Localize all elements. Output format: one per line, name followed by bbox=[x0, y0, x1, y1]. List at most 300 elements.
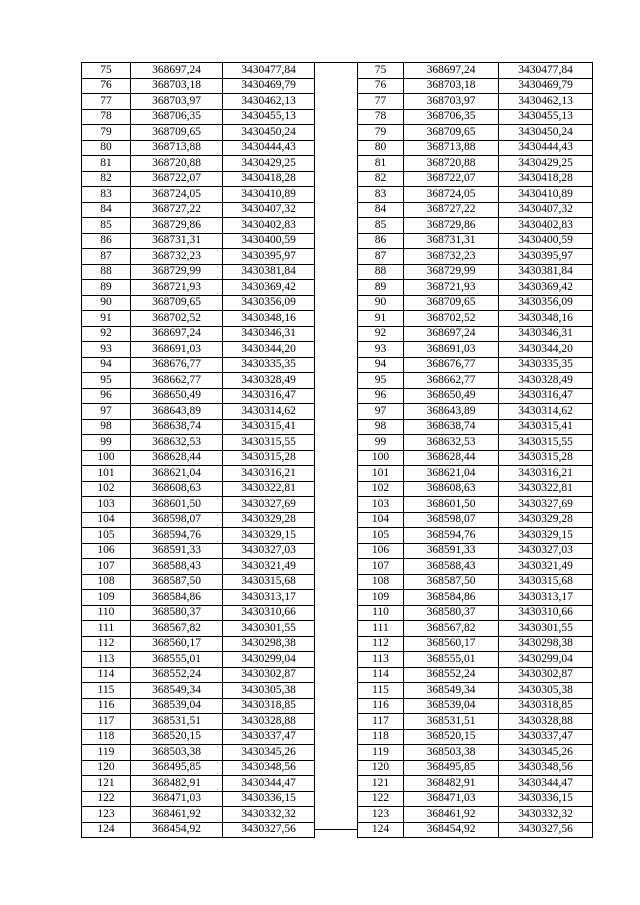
x-coordinate-cell: 368539,04 bbox=[131, 698, 223, 714]
y-coordinate-cell: 3430418,28 bbox=[223, 171, 315, 187]
table-row bbox=[82, 466, 315, 482]
table-row bbox=[82, 388, 315, 404]
point-number-cell: 109 bbox=[82, 590, 131, 606]
x-coordinate-cell: 368601,50 bbox=[404, 497, 499, 513]
point-number-cell: 110 bbox=[358, 605, 404, 621]
table-row bbox=[358, 280, 593, 296]
point-number-cell: 81 bbox=[82, 156, 131, 172]
y-coordinate-cell: 3430356,09 bbox=[499, 295, 593, 311]
x-coordinate-cell: 368650,49 bbox=[131, 388, 223, 404]
point-number-cell: 86 bbox=[358, 233, 404, 249]
table-row bbox=[358, 605, 593, 621]
y-coordinate-cell: 3430327,56 bbox=[223, 822, 315, 838]
y-coordinate-cell: 3430329,15 bbox=[499, 528, 593, 544]
y-coordinate-cell: 3430336,15 bbox=[223, 791, 315, 807]
x-coordinate-cell: 368567,82 bbox=[131, 621, 223, 637]
x-coordinate-cell: 368722,07 bbox=[404, 171, 499, 187]
point-number-cell: 121 bbox=[82, 776, 131, 792]
x-coordinate-cell: 368632,53 bbox=[404, 435, 499, 451]
table-row bbox=[358, 295, 593, 311]
point-number-cell: 83 bbox=[82, 187, 131, 203]
point-number-cell: 120 bbox=[82, 760, 131, 776]
point-number-cell: 121 bbox=[358, 776, 404, 792]
y-coordinate-cell: 3430301,55 bbox=[499, 621, 593, 637]
y-coordinate-cell: 3430314,62 bbox=[223, 404, 315, 420]
y-coordinate-cell: 3430299,04 bbox=[223, 652, 315, 668]
y-coordinate-cell: 3430429,25 bbox=[499, 156, 593, 172]
point-number-cell: 77 bbox=[358, 94, 404, 110]
point-number-cell: 101 bbox=[358, 466, 404, 482]
table-row bbox=[82, 605, 315, 621]
x-coordinate-cell: 368703,97 bbox=[131, 94, 223, 110]
y-coordinate-cell: 3430316,21 bbox=[499, 466, 593, 482]
y-coordinate-cell: 3430313,17 bbox=[499, 590, 593, 606]
y-coordinate-cell: 3430332,32 bbox=[223, 807, 315, 823]
x-coordinate-cell: 368580,37 bbox=[404, 605, 499, 621]
x-coordinate-cell: 368628,44 bbox=[131, 450, 223, 466]
point-number-cell: 76 bbox=[82, 78, 131, 94]
x-coordinate-cell: 368729,86 bbox=[404, 218, 499, 234]
point-number-cell: 124 bbox=[358, 822, 404, 838]
point-number-cell: 90 bbox=[358, 295, 404, 311]
table-row bbox=[82, 698, 315, 714]
x-coordinate-cell: 368587,50 bbox=[131, 574, 223, 590]
y-coordinate-cell: 3430329,15 bbox=[223, 528, 315, 544]
point-number-cell: 78 bbox=[358, 109, 404, 125]
y-coordinate-cell: 3430336,15 bbox=[499, 791, 593, 807]
table-row bbox=[82, 729, 315, 745]
x-coordinate-cell: 368697,24 bbox=[131, 63, 223, 79]
y-coordinate-cell: 3430348,16 bbox=[499, 311, 593, 327]
x-coordinate-cell: 368702,52 bbox=[131, 311, 223, 327]
y-coordinate-cell: 3430327,03 bbox=[223, 543, 315, 559]
x-coordinate-cell: 368727,22 bbox=[404, 202, 499, 218]
x-coordinate-cell: 368591,33 bbox=[404, 543, 499, 559]
x-coordinate-cell: 368697,24 bbox=[131, 326, 223, 342]
x-coordinate-cell: 368520,15 bbox=[131, 729, 223, 745]
point-number-cell: 84 bbox=[82, 202, 131, 218]
point-number-cell: 80 bbox=[358, 140, 404, 156]
y-coordinate-cell: 3430315,28 bbox=[499, 450, 593, 466]
x-coordinate-cell: 368560,17 bbox=[131, 636, 223, 652]
y-coordinate-cell: 3430315,55 bbox=[223, 435, 315, 451]
y-coordinate-cell: 3430321,49 bbox=[223, 559, 315, 575]
point-number-cell: 105 bbox=[358, 528, 404, 544]
table-row bbox=[358, 218, 593, 234]
table-row bbox=[358, 667, 593, 683]
y-coordinate-cell: 3430318,85 bbox=[223, 698, 315, 714]
table-row bbox=[358, 621, 593, 637]
point-number-cell: 115 bbox=[82, 683, 131, 699]
y-coordinate-cell: 3430315,28 bbox=[223, 450, 315, 466]
x-coordinate-cell: 368482,91 bbox=[404, 776, 499, 792]
point-number-cell: 81 bbox=[358, 156, 404, 172]
y-coordinate-cell: 3430450,24 bbox=[223, 125, 315, 141]
table-row bbox=[82, 807, 315, 823]
table-row bbox=[358, 807, 593, 823]
y-coordinate-cell: 3430310,66 bbox=[499, 605, 593, 621]
table-row bbox=[358, 264, 593, 280]
x-coordinate-cell: 368584,86 bbox=[404, 590, 499, 606]
table-row bbox=[82, 559, 315, 575]
point-number-cell: 113 bbox=[358, 652, 404, 668]
x-coordinate-cell: 368503,38 bbox=[404, 745, 499, 761]
x-coordinate-cell: 368703,18 bbox=[131, 78, 223, 94]
point-number-cell: 109 bbox=[358, 590, 404, 606]
point-number-cell: 97 bbox=[358, 404, 404, 420]
x-coordinate-cell: 368697,24 bbox=[404, 63, 499, 79]
point-number-cell: 95 bbox=[82, 373, 131, 389]
x-coordinate-cell: 368549,34 bbox=[131, 683, 223, 699]
table-row bbox=[358, 466, 593, 482]
table-row bbox=[82, 280, 315, 296]
table-row bbox=[358, 63, 593, 79]
point-number-cell: 118 bbox=[358, 729, 404, 745]
y-coordinate-cell: 3430328,49 bbox=[223, 373, 315, 389]
point-number-cell: 78 bbox=[82, 109, 131, 125]
x-coordinate-cell: 368632,53 bbox=[131, 435, 223, 451]
table-row bbox=[82, 667, 315, 683]
point-number-cell: 104 bbox=[358, 512, 404, 528]
table-row bbox=[82, 63, 315, 79]
table-row bbox=[82, 342, 315, 358]
x-coordinate-cell: 368662,77 bbox=[404, 373, 499, 389]
point-number-cell: 84 bbox=[358, 202, 404, 218]
y-coordinate-cell: 3430410,89 bbox=[499, 187, 593, 203]
point-number-cell: 103 bbox=[358, 497, 404, 513]
table-row bbox=[358, 435, 593, 451]
table-row bbox=[358, 404, 593, 420]
x-coordinate-cell: 368621,04 bbox=[404, 466, 499, 482]
table-row bbox=[358, 683, 593, 699]
y-coordinate-cell: 3430314,62 bbox=[499, 404, 593, 420]
table-row bbox=[82, 590, 315, 606]
point-number-cell: 106 bbox=[358, 543, 404, 559]
y-coordinate-cell: 3430348,56 bbox=[499, 760, 593, 776]
table-row bbox=[358, 652, 593, 668]
table-row bbox=[358, 311, 593, 327]
point-number-cell: 111 bbox=[358, 621, 404, 637]
table-row bbox=[358, 326, 593, 342]
point-number-cell: 89 bbox=[82, 280, 131, 296]
y-coordinate-cell: 3430410,89 bbox=[223, 187, 315, 203]
y-coordinate-cell: 3430462,13 bbox=[223, 94, 315, 110]
x-coordinate-cell: 368732,23 bbox=[131, 249, 223, 265]
point-number-cell: 103 bbox=[82, 497, 131, 513]
y-coordinate-cell: 3430299,04 bbox=[499, 652, 593, 668]
y-coordinate-cell: 3430332,32 bbox=[499, 807, 593, 823]
point-number-cell: 123 bbox=[82, 807, 131, 823]
table-row bbox=[82, 187, 315, 203]
y-coordinate-cell: 3430418,28 bbox=[499, 171, 593, 187]
x-coordinate-cell: 368713,88 bbox=[131, 140, 223, 156]
x-coordinate-cell: 368720,88 bbox=[404, 156, 499, 172]
x-coordinate-cell: 368608,63 bbox=[131, 481, 223, 497]
y-coordinate-cell: 3430356,09 bbox=[223, 295, 315, 311]
table-row bbox=[358, 202, 593, 218]
x-coordinate-cell: 368503,38 bbox=[131, 745, 223, 761]
table-row bbox=[358, 233, 593, 249]
y-coordinate-cell: 3430381,84 bbox=[499, 264, 593, 280]
point-number-cell: 80 bbox=[82, 140, 131, 156]
table-row bbox=[358, 574, 593, 590]
x-coordinate-cell: 368591,33 bbox=[131, 543, 223, 559]
point-number-cell: 112 bbox=[82, 636, 131, 652]
table-row bbox=[82, 481, 315, 497]
table-row bbox=[82, 621, 315, 637]
y-coordinate-cell: 3430315,41 bbox=[499, 419, 593, 435]
y-coordinate-cell: 3430407,32 bbox=[223, 202, 315, 218]
table-row bbox=[358, 419, 593, 435]
y-coordinate-cell: 3430444,43 bbox=[223, 140, 315, 156]
point-number-cell: 114 bbox=[82, 667, 131, 683]
point-number-cell: 88 bbox=[358, 264, 404, 280]
x-coordinate-cell: 368729,99 bbox=[404, 264, 499, 280]
y-coordinate-cell: 3430369,42 bbox=[223, 280, 315, 296]
point-number-cell: 95 bbox=[358, 373, 404, 389]
y-coordinate-cell: 3430329,28 bbox=[223, 512, 315, 528]
y-coordinate-cell: 3430322,81 bbox=[223, 481, 315, 497]
table-row bbox=[82, 264, 315, 280]
x-coordinate-cell: 368643,89 bbox=[131, 404, 223, 420]
y-coordinate-cell: 3430429,25 bbox=[223, 156, 315, 172]
table-row bbox=[82, 140, 315, 156]
point-number-cell: 92 bbox=[82, 326, 131, 342]
table-row bbox=[82, 745, 315, 761]
table-row bbox=[358, 559, 593, 575]
y-coordinate-cell: 3430327,56 bbox=[499, 822, 593, 838]
table-row bbox=[358, 357, 593, 373]
y-coordinate-cell: 3430369,42 bbox=[499, 280, 593, 296]
table-row bbox=[82, 791, 315, 807]
table-row bbox=[82, 543, 315, 559]
x-coordinate-cell: 368471,03 bbox=[131, 791, 223, 807]
right-coordinate-table bbox=[357, 62, 593, 838]
x-coordinate-cell: 368594,76 bbox=[131, 528, 223, 544]
point-number-cell: 119 bbox=[358, 745, 404, 761]
x-coordinate-cell: 368495,85 bbox=[404, 760, 499, 776]
point-number-cell: 117 bbox=[82, 714, 131, 730]
point-number-cell: 119 bbox=[82, 745, 131, 761]
point-number-cell: 114 bbox=[358, 667, 404, 683]
point-number-cell: 82 bbox=[358, 171, 404, 187]
table-row bbox=[82, 125, 315, 141]
x-coordinate-cell: 368709,65 bbox=[404, 295, 499, 311]
y-coordinate-cell: 3430327,69 bbox=[499, 497, 593, 513]
y-coordinate-cell: 3430298,38 bbox=[499, 636, 593, 652]
point-number-cell: 79 bbox=[358, 125, 404, 141]
point-number-cell: 91 bbox=[358, 311, 404, 327]
x-coordinate-cell: 368598,07 bbox=[131, 512, 223, 528]
table-row bbox=[82, 574, 315, 590]
x-coordinate-cell: 368662,77 bbox=[131, 373, 223, 389]
x-coordinate-cell: 368650,49 bbox=[404, 388, 499, 404]
y-coordinate-cell: 3430316,47 bbox=[499, 388, 593, 404]
x-coordinate-cell: 368588,43 bbox=[404, 559, 499, 575]
table-row bbox=[82, 683, 315, 699]
point-number-cell: 89 bbox=[358, 280, 404, 296]
point-number-cell: 85 bbox=[358, 218, 404, 234]
point-number-cell: 107 bbox=[358, 559, 404, 575]
point-number-cell: 98 bbox=[358, 419, 404, 435]
x-coordinate-cell: 368552,24 bbox=[404, 667, 499, 683]
y-coordinate-cell: 3430315,68 bbox=[499, 574, 593, 590]
table-row bbox=[82, 94, 315, 110]
table-row bbox=[358, 791, 593, 807]
x-coordinate-cell: 368584,86 bbox=[131, 590, 223, 606]
table-row bbox=[358, 450, 593, 466]
y-coordinate-cell: 3430344,47 bbox=[223, 776, 315, 792]
point-number-cell: 102 bbox=[82, 481, 131, 497]
point-number-cell: 101 bbox=[82, 466, 131, 482]
y-coordinate-cell: 3430305,38 bbox=[499, 683, 593, 699]
x-coordinate-cell: 368549,34 bbox=[404, 683, 499, 699]
y-coordinate-cell: 3430345,26 bbox=[499, 745, 593, 761]
table-row bbox=[358, 342, 593, 358]
point-number-cell: 85 bbox=[82, 218, 131, 234]
x-coordinate-cell: 368727,22 bbox=[131, 202, 223, 218]
point-number-cell: 106 bbox=[82, 543, 131, 559]
y-coordinate-cell: 3430450,24 bbox=[499, 125, 593, 141]
table-row bbox=[82, 171, 315, 187]
y-coordinate-cell: 3430477,84 bbox=[223, 63, 315, 79]
x-coordinate-cell: 368598,07 bbox=[404, 512, 499, 528]
x-coordinate-cell: 368461,92 bbox=[131, 807, 223, 823]
x-coordinate-cell: 368520,15 bbox=[404, 729, 499, 745]
y-coordinate-cell: 3430298,38 bbox=[223, 636, 315, 652]
point-number-cell: 87 bbox=[82, 249, 131, 265]
y-coordinate-cell: 3430469,79 bbox=[223, 78, 315, 94]
y-coordinate-cell: 3430395,97 bbox=[223, 249, 315, 265]
y-coordinate-cell: 3430469,79 bbox=[499, 78, 593, 94]
x-coordinate-cell: 368720,88 bbox=[131, 156, 223, 172]
point-number-cell: 96 bbox=[82, 388, 131, 404]
table-row bbox=[358, 388, 593, 404]
table-row bbox=[358, 109, 593, 125]
x-coordinate-cell: 368706,35 bbox=[131, 109, 223, 125]
table-row bbox=[358, 373, 593, 389]
x-coordinate-cell: 368461,92 bbox=[404, 807, 499, 823]
point-number-cell: 94 bbox=[358, 357, 404, 373]
x-coordinate-cell: 368454,92 bbox=[404, 822, 499, 838]
point-number-cell: 113 bbox=[82, 652, 131, 668]
table-row bbox=[82, 404, 315, 420]
table-row bbox=[82, 311, 315, 327]
point-number-cell: 77 bbox=[82, 94, 131, 110]
point-number-cell: 92 bbox=[358, 326, 404, 342]
table-row bbox=[358, 590, 593, 606]
y-coordinate-cell: 3430315,41 bbox=[223, 419, 315, 435]
x-coordinate-cell: 368552,24 bbox=[131, 667, 223, 683]
y-coordinate-cell: 3430346,31 bbox=[499, 326, 593, 342]
point-number-cell: 122 bbox=[82, 791, 131, 807]
point-number-cell: 93 bbox=[358, 342, 404, 358]
table-row bbox=[82, 156, 315, 172]
x-coordinate-cell: 368691,03 bbox=[131, 342, 223, 358]
point-number-cell: 87 bbox=[358, 249, 404, 265]
x-coordinate-cell: 368531,51 bbox=[404, 714, 499, 730]
point-number-cell: 91 bbox=[82, 311, 131, 327]
point-number-cell: 75 bbox=[358, 63, 404, 79]
x-coordinate-cell: 368697,24 bbox=[404, 326, 499, 342]
left-table-body bbox=[82, 63, 315, 838]
table-row bbox=[358, 125, 593, 141]
x-coordinate-cell: 368638,74 bbox=[404, 419, 499, 435]
table-gap-border bbox=[314, 62, 357, 830]
point-number-cell: 117 bbox=[358, 714, 404, 730]
y-coordinate-cell: 3430400,59 bbox=[499, 233, 593, 249]
x-coordinate-cell: 368676,77 bbox=[404, 357, 499, 373]
x-coordinate-cell: 368608,63 bbox=[404, 481, 499, 497]
y-coordinate-cell: 3430328,88 bbox=[499, 714, 593, 730]
y-coordinate-cell: 3430322,81 bbox=[499, 481, 593, 497]
x-coordinate-cell: 368628,44 bbox=[404, 450, 499, 466]
y-coordinate-cell: 3430318,85 bbox=[499, 698, 593, 714]
table-row bbox=[82, 760, 315, 776]
table-row bbox=[82, 249, 315, 265]
y-coordinate-cell: 3430310,66 bbox=[223, 605, 315, 621]
y-coordinate-cell: 3430335,35 bbox=[499, 357, 593, 373]
x-coordinate-cell: 368471,03 bbox=[404, 791, 499, 807]
table-row bbox=[358, 512, 593, 528]
table-row bbox=[358, 171, 593, 187]
point-number-cell: 107 bbox=[82, 559, 131, 575]
y-coordinate-cell: 3430316,21 bbox=[223, 466, 315, 482]
table-row bbox=[358, 760, 593, 776]
table-row bbox=[82, 435, 315, 451]
x-coordinate-cell: 368713,88 bbox=[404, 140, 499, 156]
point-number-cell: 112 bbox=[358, 636, 404, 652]
x-coordinate-cell: 368560,17 bbox=[404, 636, 499, 652]
point-number-cell: 83 bbox=[358, 187, 404, 203]
y-coordinate-cell: 3430455,13 bbox=[223, 109, 315, 125]
x-coordinate-cell: 368732,23 bbox=[404, 249, 499, 265]
table-row bbox=[358, 698, 593, 714]
y-coordinate-cell: 3430400,59 bbox=[223, 233, 315, 249]
point-number-cell: 124 bbox=[82, 822, 131, 838]
y-coordinate-cell: 3430305,38 bbox=[223, 683, 315, 699]
point-number-cell: 76 bbox=[358, 78, 404, 94]
y-coordinate-cell: 3430302,87 bbox=[499, 667, 593, 683]
x-coordinate-cell: 368729,99 bbox=[131, 264, 223, 280]
y-coordinate-cell: 3430381,84 bbox=[223, 264, 315, 280]
y-coordinate-cell: 3430348,16 bbox=[223, 311, 315, 327]
y-coordinate-cell: 3430344,47 bbox=[499, 776, 593, 792]
point-number-cell: 115 bbox=[358, 683, 404, 699]
x-coordinate-cell: 368555,01 bbox=[131, 652, 223, 668]
y-coordinate-cell: 3430455,13 bbox=[499, 109, 593, 125]
y-coordinate-cell: 3430315,68 bbox=[223, 574, 315, 590]
table-row bbox=[82, 512, 315, 528]
point-number-cell: 96 bbox=[358, 388, 404, 404]
point-number-cell: 99 bbox=[358, 435, 404, 451]
x-coordinate-cell: 368482,91 bbox=[131, 776, 223, 792]
y-coordinate-cell: 3430328,88 bbox=[223, 714, 315, 730]
point-number-cell: 118 bbox=[82, 729, 131, 745]
left-coordinate-table bbox=[81, 62, 315, 838]
point-number-cell: 123 bbox=[358, 807, 404, 823]
right-table-body bbox=[358, 63, 593, 838]
table-row bbox=[82, 822, 315, 838]
point-number-cell: 116 bbox=[358, 698, 404, 714]
x-coordinate-cell: 368580,37 bbox=[131, 605, 223, 621]
table-row bbox=[358, 528, 593, 544]
x-coordinate-cell: 368731,31 bbox=[404, 233, 499, 249]
x-coordinate-cell: 368495,85 bbox=[131, 760, 223, 776]
table-row bbox=[358, 156, 593, 172]
point-number-cell: 108 bbox=[358, 574, 404, 590]
x-coordinate-cell: 368702,52 bbox=[404, 311, 499, 327]
